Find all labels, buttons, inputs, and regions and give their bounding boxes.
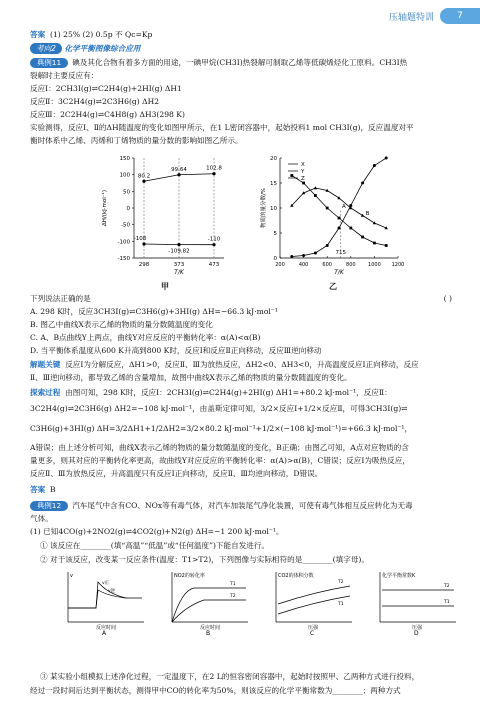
mini-a-xlabel: 反应时间 xyxy=(96,625,117,631)
answer-line-2 xyxy=(30,485,452,495)
mini-a-ylabel: v xyxy=(70,573,73,579)
data-label: -108 xyxy=(133,236,147,242)
mini-c-curve-1: T1 xyxy=(338,602,344,607)
example-12-intro xyxy=(30,501,452,511)
question-stem xyxy=(30,294,452,304)
data-point xyxy=(349,227,352,230)
series-line-Z xyxy=(292,176,386,246)
data-point xyxy=(212,243,215,246)
data-point xyxy=(212,172,215,175)
example-11-tag: 典例11 xyxy=(30,58,68,68)
section-heading xyxy=(30,43,452,54)
mini-b-xlabel: 反应时间 xyxy=(200,625,221,631)
reaction-1: 反应Ⅰ：2CH3I(g)⇌C2H4(g)+2HI(g) ΔH1 xyxy=(30,84,182,93)
x-tick-label: 1000 xyxy=(368,262,381,268)
y-tick-label: 100 xyxy=(119,172,130,179)
mini-graph-c xyxy=(264,568,356,636)
text-l17: 由图可知，298 K时，反应Ⅰ：2CH3I(g)⇌C2H4(g)+2HI(g) ΔH1=+80.2 kJ·mol⁻¹，反应Ⅱ： xyxy=(65,388,392,397)
x-tick-label: 1200 xyxy=(391,262,405,268)
x-tick-label: 373 xyxy=(173,262,185,268)
section-title: 化学平衡图像综合应用 xyxy=(64,44,141,53)
reaction-2: 反应Ⅱ：3C2H4(g)⇌2C3H6(g) ΔH2 xyxy=(30,97,160,106)
kao-badge: 考向2 xyxy=(30,43,62,54)
data-label: -109.82 xyxy=(168,248,190,255)
mini-d-xlabel: 压强 xyxy=(412,625,423,631)
legend-label: Y xyxy=(301,169,305,175)
mini-a-curve-1: v正 xyxy=(102,581,110,586)
explore-line-2: 3C2H4(g)⇌2C3H6(g) ΔH2=−108 kJ·mol⁻¹，由盖斯定律可知，3/2×反应Ⅰ+1/2×反应Ⅱ，可得3CH3I(g)⇌ xyxy=(30,404,408,413)
option-b: B. 图乙中曲线X表示乙烯的物质的量分数随温度的变化 xyxy=(30,320,213,329)
text-l25: 气体。 xyxy=(30,514,53,523)
y-tick-label: 5 xyxy=(273,231,277,237)
y-tick-label: -150 xyxy=(117,256,130,262)
mini-d-label: D xyxy=(414,630,419,636)
mini-a-curve-2: v逆 xyxy=(108,589,116,594)
mini-graph-a xyxy=(56,568,148,636)
explore-line-4: A错误；由上述分析可知，曲线X表示乙烯的物质的量分数随温度的变化，B正确；由图乙可知，A点对应物质的含 xyxy=(30,443,409,452)
series-line-Y xyxy=(292,188,386,228)
text-l4: 裂解时主要反应有： xyxy=(30,71,99,80)
chart-jia xyxy=(96,150,236,280)
y-axis-label: 物质的量分数/% xyxy=(261,187,267,229)
option-c: C. A、B点曲线Y上两点，曲线Y对应反应的平衡转化率：α(A)<α(B) xyxy=(30,333,261,342)
mini-d-curve-2: T2 xyxy=(444,584,450,589)
x-tick-label: 473 xyxy=(208,262,220,268)
sub-question-1a: ① 该反应在________(填“高温”“低温”或“任何温度”)下能自发进行。 xyxy=(40,541,270,550)
tanjiu-label: 探索过程 xyxy=(30,388,61,397)
answer-text: (1) 25% (2) 0.5p 不 Qc=Kp xyxy=(50,30,153,39)
page-number: 7 xyxy=(440,8,480,24)
mini-graph-d xyxy=(368,568,460,636)
mini-b-label: B xyxy=(206,630,211,636)
legend-label: Z xyxy=(301,176,305,182)
mini-c-xlabel: 压强 xyxy=(308,625,319,631)
data-point xyxy=(177,243,180,246)
data-point xyxy=(142,180,145,183)
x-tick-label: 200 xyxy=(275,262,285,268)
jieti-label: 解题关键 xyxy=(30,360,61,369)
annotation-715: 715 xyxy=(335,250,347,256)
text-l9: 衡时体系中乙烯、丙烯和丁烯物质的量分数的影响如图乙所示。 xyxy=(30,136,243,145)
mini-c-label: C xyxy=(310,630,315,636)
data-point xyxy=(142,242,145,245)
text-l3: 碘及其化合物有着多方面的用途，一碘甲烷(CH3I)热裂解可制取乙烯等低碳烯烃化工原料。CH3I热 xyxy=(72,58,408,67)
data-point xyxy=(326,244,329,247)
y-tick-label: -100 xyxy=(117,239,130,246)
page-header xyxy=(389,8,480,24)
annotation-A: A xyxy=(342,204,346,210)
text-l24: 汽车尾气中含有CO、NOx等有毒气体，对汽车加装尾气净化装置，可使有毒气体相互反应转化为无毒 xyxy=(72,501,413,510)
option-a: A. 298 K时，反应3CH3I(g)⇌C3H6(g)+3HI(g) ΔH=−66.3 kJ·mol⁻¹ xyxy=(30,307,278,316)
y-tick-label: 20 xyxy=(270,156,277,162)
data-label: 80.2 xyxy=(137,173,151,180)
text-l15: 反应Ⅰ为分解反应，ΔH1>0，反应Ⅱ、Ⅲ为放热反应，ΔH2<0、ΔH3<0，升高温度反应Ⅰ正向移动，反应 xyxy=(65,360,419,369)
explore-line-3: C3H6(g)+3HI(g) ΔH=3/2ΔH1+1/2ΔH2=3/2×80.2 kJ·mol⁻¹+1/2×(−108 kJ·mol⁻¹)=+66.3 kJ·mol⁻¹， xyxy=(30,424,413,433)
mini-b-curve-2: T2 xyxy=(230,594,236,599)
reaction-3: 反应Ⅲ：2C2H4(g)⇌C4H8(g) ΔH3(298 K) xyxy=(30,110,185,119)
explore-line-6: 反应Ⅱ、Ⅲ为放热反应，升高温度只有反应Ⅰ正向移动，反应Ⅱ、Ⅲ均逆向移动，D错误。 xyxy=(30,469,323,478)
data-point xyxy=(177,173,180,176)
data-label: 102.8 xyxy=(206,165,222,172)
fig-jia-label: 甲 xyxy=(161,282,169,291)
mini-c-curve-2: T2 xyxy=(338,580,344,585)
example-11-intro xyxy=(30,58,452,68)
x-tick-label: 400 xyxy=(298,262,309,268)
y-tick-label: 150 xyxy=(119,156,130,162)
x-axis-label: T/K xyxy=(174,269,184,276)
data-label: 99.64 xyxy=(171,166,187,173)
sub-question-1c: ③ 某实验小组模拟上述净化过程，一定温度下，在2 L的恒容密闭容器中，起始时按照甲、乙两种方式进行投料， xyxy=(40,672,420,681)
data-point xyxy=(361,236,364,239)
x-tick-label: 800 xyxy=(346,262,356,268)
y-tick-label: 50 xyxy=(123,189,130,196)
y-tick-label: -50 xyxy=(121,222,130,229)
text-l8: 实验测得，反应Ⅰ、Ⅱ的ΔH随温度的变化如图甲所示，在1 L密闭容器中，起始投料1 mol CH3I(g)，反应温度对平 xyxy=(30,123,414,132)
key-line-1 xyxy=(30,360,452,370)
sub-question-1b: ② 对于该反应，改变某一反应条件(温度：T1>T2)，下列图像与实际相符的是________(填字母)。 xyxy=(40,555,369,564)
answer-label: 答案 xyxy=(30,30,46,39)
x-axis-label: T/K xyxy=(334,269,344,276)
data-point xyxy=(361,182,364,185)
explore-line-1 xyxy=(30,388,452,398)
mini-c-ylabel: CO2的体积分数 xyxy=(278,573,314,579)
x-tick-label: 298 xyxy=(138,262,150,268)
data-point xyxy=(290,174,293,177)
y-tick-label: 10 xyxy=(270,206,277,212)
data-point xyxy=(326,207,329,210)
text-l30: 经过一段时间后达到平衡状态，测得甲中CO的转化率为50%，则该反应的化学平衡常数为________；两种方式 xyxy=(30,686,401,695)
answer-label-2: 答案 xyxy=(30,485,46,494)
data-point xyxy=(385,244,388,247)
mini-b-curve-1: T1 xyxy=(230,582,236,587)
mini-d-curve-1: T1 xyxy=(444,600,450,605)
mini-a-label: A xyxy=(102,630,107,636)
mini-graph-b xyxy=(160,568,252,636)
y-tick-label: 0 xyxy=(126,206,130,212)
example-12-tag: 典例12 xyxy=(30,501,68,511)
data-point xyxy=(373,164,376,167)
mini-b-ylabel: NO2的转化率 xyxy=(174,573,205,579)
mini-d-ylabel: 化学平衡常数K xyxy=(382,573,416,579)
header-title: 压轴题特训 xyxy=(388,12,434,23)
option-d: D. 当平衡体系温度从600 K升高到800 K时，反应Ⅰ和反应Ⅱ正向移动，反应Ⅲ逆向移动 xyxy=(30,346,322,355)
data-point xyxy=(302,182,305,185)
data-point xyxy=(338,217,341,220)
data-point xyxy=(290,255,293,258)
y-axis-label: ΔH/(kJ·mol⁻¹) xyxy=(102,190,108,226)
data-label: -110 xyxy=(207,236,221,243)
y-tick-label: 15 xyxy=(270,181,277,187)
answer-line xyxy=(30,30,452,40)
data-point xyxy=(314,252,317,255)
data-point xyxy=(338,227,341,230)
sub-question-1: (1) 已知4CO(g)+2NO2(g)⇌4CO2(g)+N2(g) ΔH=−1 200 kJ·mol⁻¹。 xyxy=(30,527,284,536)
annotation-B: B xyxy=(365,211,370,217)
y-tick-label: 0 xyxy=(273,256,277,262)
answer-bracket: ( ) xyxy=(443,294,452,303)
answer-text-2: B xyxy=(50,485,56,494)
explore-line-5: 量更多，则其对应的平衡转化率更高，故曲线Y对应反应的平衡转化率：α(A)>α(B)，C错误；反应Ⅰ为吸热反应， xyxy=(30,456,410,465)
data-point xyxy=(314,186,317,189)
fig-yi-label: 乙 xyxy=(329,282,337,291)
data-point xyxy=(385,157,388,160)
data-point xyxy=(302,254,305,257)
legend-label: X xyxy=(301,162,305,168)
key-line-2: Ⅱ、Ⅲ逆向移动，都导致乙烯的含量增加，故图中曲线X表示乙烯的物质的量分数随温度的变化。 xyxy=(30,373,352,382)
text-l10: 下列说法正确的是 xyxy=(30,294,91,303)
chart-yi xyxy=(258,150,408,280)
x-tick-label: 600 xyxy=(322,262,332,268)
data-point xyxy=(314,194,317,197)
data-point xyxy=(373,242,376,245)
